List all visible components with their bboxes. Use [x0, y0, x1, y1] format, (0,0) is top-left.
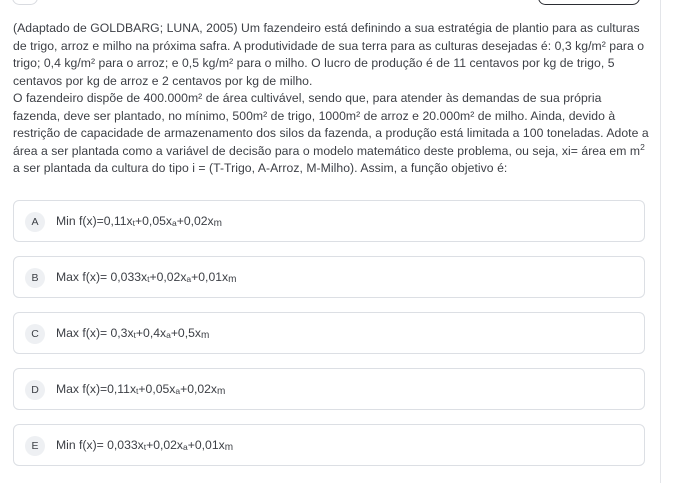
question-paragraph-2	[13, 90, 649, 178]
option-letter-badge: B	[25, 268, 45, 288]
option-formula: Max $f(x)= 0,3x_t+0,4x_a+0,5x_m$	[56, 326, 210, 341]
question-statement	[13, 20, 649, 178]
option-b[interactable]	[13, 256, 645, 298]
option-letter-badge: D	[25, 380, 45, 400]
option-letter-badge: E	[25, 436, 45, 456]
question-paragraph-2-text: O fazendeiro dispõe de 400.000m² de área cultivável, sendo que, para atender às demandas de sua própria fazenda, deve ser plantado, no mínimo, 500m² de trigo, 1000m² de arroz e 20.000m² de milho. Ainda, devido à restrição de capacidade de armazenamento dos silos da fazenda, a produção está limitada a 100 toneladas. Adote a área a ser plantada como a variável de decisão para o modelo matemático deste problema, ou seja, xi= área em m	[13, 91, 649, 158]
top-action-button[interactable]	[538, 0, 640, 5]
scroll-divider	[660, 0, 661, 483]
option-formula: Max $f(x)=0,11x_t+0,05x_a+0,02x_m$	[56, 382, 226, 397]
option-formula: Max $f(x)= 0,033x_t+0,02x_a+0,01x_m$	[56, 270, 237, 285]
option-letter-badge: C	[25, 324, 45, 344]
question-paragraph-1: (Adaptado de GOLDBARG; LUNA, 2005) Um fazendeiro está definindo a sua estratégia de plantio para as culturas de trigo, arroz e milho na próxima safra. A produtividade de sua terra para as culturas desejadas é: 0,3 kg/m² para o trigo; 0,4 kg/m² para o arroz; e 0,5 kg/m² para o milho. O lucro de produção é de 11 centavos por kg de trigo, 5 centavos por kg de arroz e 2 centavos por kg de milho.	[13, 21, 645, 88]
previous-control[interactable]	[12, 0, 38, 5]
top-strip	[0, 0, 674, 6]
option-a[interactable]	[13, 200, 645, 242]
option-letter-badge: A	[25, 212, 45, 232]
unit-exponent: 2	[640, 141, 645, 152]
option-formula: Min $f(x)= 0,033x_t+0,02x_a+0,01x_m$	[56, 438, 234, 453]
option-d[interactable]	[13, 368, 645, 410]
option-formula: Min $f(x)=0,11x_t+0,05x_a+0,02x_m$	[56, 214, 222, 229]
option-c[interactable]	[13, 312, 645, 354]
option-e[interactable]	[13, 424, 645, 466]
question-paragraph-2-tail: a ser plantada da cultura do tipo i = (T-Trigo, A-Arroz, M-Milho). Assim, a função objetivo é:	[13, 161, 508, 175]
